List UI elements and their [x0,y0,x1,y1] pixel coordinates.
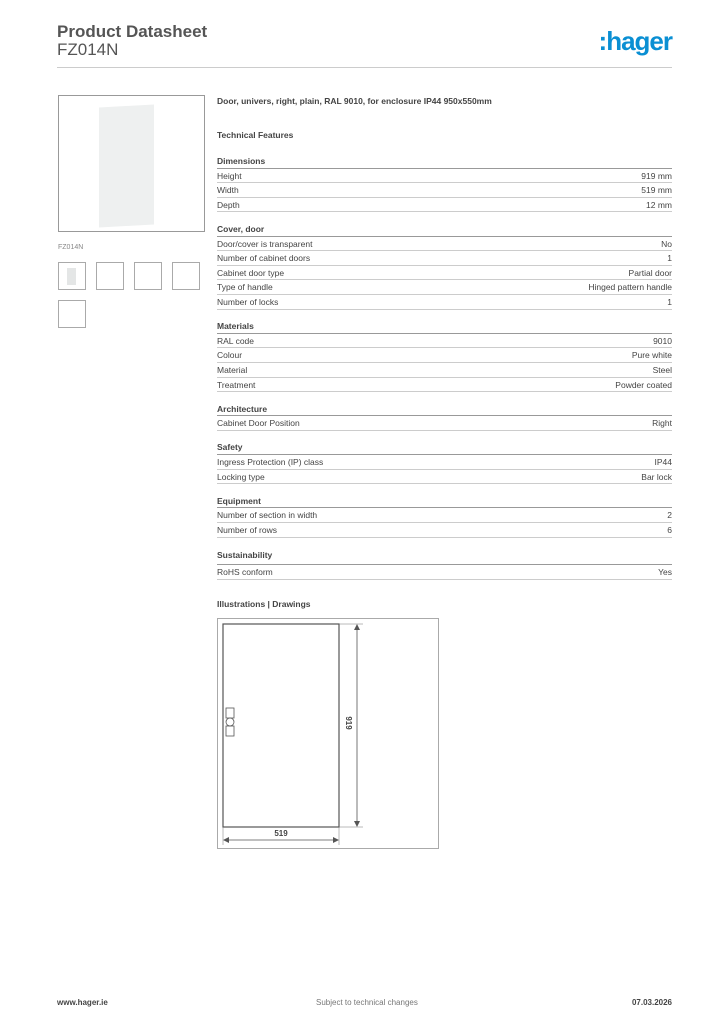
spec-row [217,169,672,184]
spec-value: 1 [667,296,672,307]
spec-value: 519 mm [641,185,672,196]
spec-row [217,565,672,580]
spec-value: 919 mm [641,170,672,181]
product-description: Door, univers, right, plain, RAL 9010, for enclosure IP44 950x550mm [217,96,492,106]
spec-section [217,494,672,538]
section-heading: Safety [217,440,672,455]
footer-date: 07.03.2026 [631,998,672,1007]
image-caption: FZ014N [58,244,84,251]
spec-section [217,154,672,212]
spec-label: Number of cabinet doors [217,253,311,264]
spec-label: Type of handle [217,282,273,293]
spec-row [217,508,672,523]
spec-table [217,154,672,589]
spec-section [217,402,672,431]
spec-label: Material [217,364,248,375]
product-image[interactable] [58,95,205,232]
thumbnail-5[interactable] [58,300,86,328]
spec-value: 2 [667,510,672,521]
spec-label: Cabinet Door Position [217,418,300,429]
spec-value: Pure white [631,350,672,361]
thumbnail-1[interactable] [58,262,86,290]
spec-row [217,295,672,310]
spec-row [217,266,672,281]
spec-row [217,280,672,295]
spec-label: Depth [217,199,240,210]
section-heading: Cover, door [217,222,672,237]
spec-label: Colour [217,350,243,361]
spec-row [217,183,672,198]
width-dimension: 519 [274,829,288,838]
spec-value: Steel [652,364,672,375]
spec-value: 6 [667,525,672,536]
thumbnail-4[interactable] [172,262,200,290]
thumbnail-3[interactable] [134,262,162,290]
spec-section [217,222,672,310]
spec-section [217,547,672,580]
door-drawing [218,619,440,850]
spec-value: No [661,238,672,249]
spec-label: Height [217,170,242,181]
spec-row [217,378,672,393]
spec-row [217,523,672,538]
spec-row [217,334,672,349]
hager-logo: :hager [598,26,672,56]
door-image [99,105,154,228]
spec-value: Partial door [628,267,672,278]
section-heading: Materials [217,319,672,334]
spec-label: Door/cover is transparent [217,238,313,249]
spec-value: Powder coated [615,379,672,390]
section-heading: Dimensions [217,154,672,169]
spec-value: Bar lock [641,471,672,482]
spec-label: RAL code [217,335,255,346]
technical-features-heading: Technical Features [217,130,294,140]
spec-label: Width [217,185,239,196]
spec-section [217,319,672,392]
spec-row [217,348,672,363]
section-heading: Sustainability [217,547,672,565]
spec-value: Right [652,418,672,429]
height-dimension: 919 [344,716,353,730]
product-code: FZ014N [57,40,119,59]
illustrations-heading: Illustrations | Drawings [217,599,311,609]
technical-drawing [217,618,439,849]
spec-value: IP44 [654,457,672,468]
spec-row [217,363,672,378]
page-title: Product Datasheet [57,22,208,41]
spec-row [217,416,672,431]
spec-label: Cabinet door type [217,267,285,278]
header-divider [57,67,672,68]
spec-label: Treatment [217,379,256,390]
spec-value: 9010 [653,335,672,346]
footer-note: Subject to technical changes [316,998,418,1007]
spec-label: Locking type [217,471,265,482]
footer-website[interactable]: www.hager.ie [57,998,108,1007]
spec-value: 12 mm [646,199,672,210]
spec-section [217,440,672,484]
spec-row [217,470,672,485]
thumbnail-2[interactable] [96,262,124,290]
spec-row [217,455,672,470]
spec-row [217,237,672,252]
spec-label: Number of locks [217,296,279,307]
section-heading: Architecture [217,402,672,417]
spec-row [217,198,672,213]
spec-row [217,251,672,266]
spec-label: Number of section in width [217,510,318,521]
spec-value: 1 [667,253,672,264]
section-heading: Equipment [217,494,672,509]
spec-value: Yes [658,567,672,578]
spec-label: RoHS conform [217,567,273,578]
spec-label: Number of rows [217,525,277,536]
spec-label: Ingress Protection (IP) class [217,457,324,468]
spec-value: Hinged pattern handle [588,282,672,293]
